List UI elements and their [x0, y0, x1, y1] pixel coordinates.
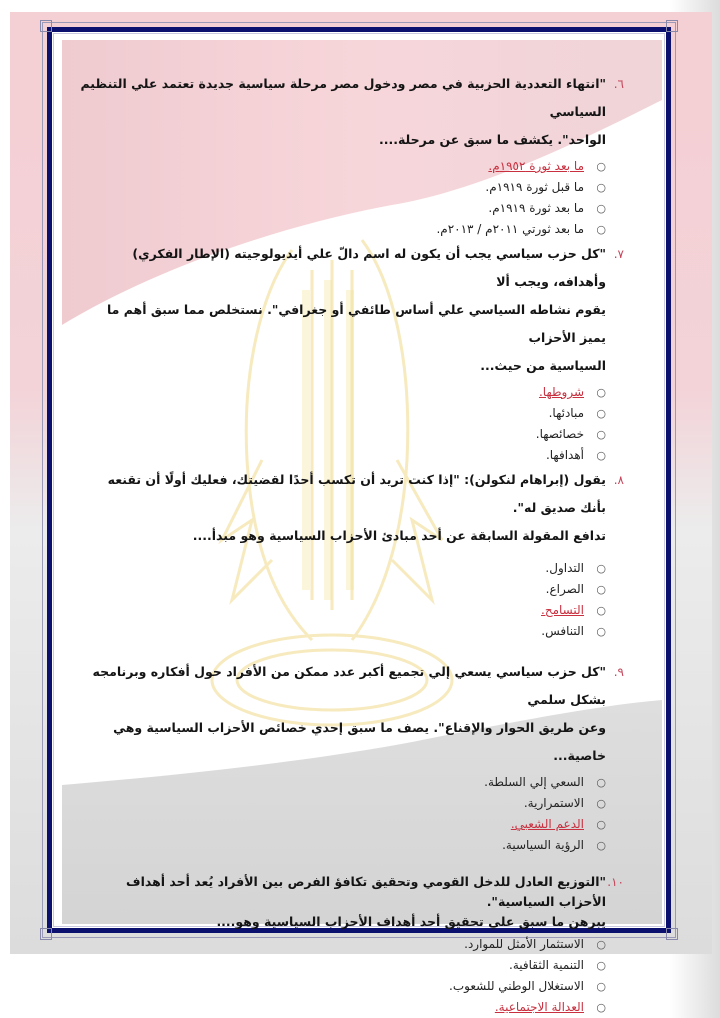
- option-label: التداول.: [545, 561, 584, 575]
- option-label: الاستمرارية.: [523, 796, 584, 810]
- question-text-line: تدافع المقولة السابقة عن أحد مبادئ الأحزاب السياسية وهو مبدأ....: [192, 528, 606, 543]
- radio-circle-icon: ○: [596, 1001, 606, 1014]
- option-label: أهدافها.: [545, 448, 584, 462]
- quiz-content: [80, 70, 624, 1018]
- option-item[interactable]: [80, 156, 606, 177]
- radio-circle-icon: ○: [596, 181, 606, 194]
- question-number: ١٠.: [607, 875, 624, 889]
- option-item[interactable]: [80, 403, 606, 424]
- radio-circle-icon: ○: [596, 776, 606, 789]
- option-item[interactable]: [80, 976, 606, 997]
- question-number: ٨.: [613, 473, 624, 487]
- radio-circle-icon: ○: [596, 223, 606, 236]
- option-item[interactable]: [80, 621, 606, 642]
- question-6: [80, 70, 624, 154]
- option-label: الاستغلال الوطني للشعوب.: [449, 979, 584, 993]
- option-item[interactable]: [80, 772, 606, 793]
- radio-circle-icon: ○: [596, 797, 606, 810]
- option-label: الدعم الشعبي.: [510, 817, 584, 831]
- option-item[interactable]: [80, 382, 606, 403]
- radio-circle-icon: ○: [596, 818, 606, 831]
- question-text-line: "كل حزب سياسي يجب أن يكون له اسم دالّ علي أيديولوجيته (الإطار الفكري) وأهدافه، ويجب ألا: [132, 246, 606, 289]
- option-label: الاستثمار الأمثل للموارد.: [464, 937, 584, 951]
- option-label: الرؤية السياسية.: [502, 838, 584, 852]
- option-item[interactable]: [80, 445, 606, 466]
- radio-circle-icon: ○: [596, 938, 606, 951]
- corner-ornament: [40, 20, 52, 32]
- radio-circle-icon: ○: [596, 980, 606, 993]
- question-text-line: "انتهاء التعددية الحزبية في مصر ودخول مصر مرحلة سياسية جديدة تعتمد علي التنظيم السياسي: [80, 76, 606, 119]
- option-item[interactable]: [80, 219, 606, 240]
- radio-circle-icon: ○: [596, 407, 606, 420]
- option-label: التنافس.: [541, 624, 584, 638]
- corner-ornament: [40, 928, 52, 940]
- options-list: [80, 382, 620, 466]
- corner-ornament: [666, 20, 678, 32]
- option-item[interactable]: [80, 997, 606, 1018]
- option-label: شروطها.: [538, 385, 584, 399]
- radio-circle-icon: ○: [596, 625, 606, 638]
- option-label: ما بعد ثورة ١٩٥٢م.: [488, 159, 584, 173]
- option-label: التنمية الثقافية.: [509, 958, 584, 972]
- option-label: ما بعد ثورتي ٢٠١١م / ٢٠١٣م.: [436, 222, 584, 236]
- question-number: ٦.: [613, 77, 624, 91]
- option-label: العدالة الاجتماعية.: [494, 1000, 584, 1014]
- option-label: ما بعد ثورة ١٩١٩م.: [488, 201, 584, 215]
- radio-circle-icon: ○: [596, 386, 606, 399]
- option-item[interactable]: [80, 600, 606, 621]
- option-item[interactable]: [80, 814, 606, 835]
- radio-circle-icon: ○: [596, 160, 606, 173]
- option-item[interactable]: [80, 198, 606, 219]
- question-text-line: وعن طريق الحوار والإقناع". يصف ما سبق إحدي خصائص الأحزاب السياسية وهي خاصية...: [113, 720, 606, 763]
- option-item[interactable]: [80, 835, 606, 856]
- options-list: [80, 772, 620, 856]
- option-item[interactable]: [80, 793, 606, 814]
- radio-circle-icon: ○: [596, 449, 606, 462]
- radio-circle-icon: ○: [596, 604, 606, 617]
- question-text-line: "كل حزب سياسي يسعي إلي تجميع أكبر عدد ممكن من الأفراد حول أفكاره وبرنامجه بشكل سلمي: [92, 664, 606, 707]
- question-10: [80, 872, 624, 932]
- option-item[interactable]: [80, 558, 606, 579]
- question-text-line: يبرهن ما سبق علي تحقيق أحد أهداف الأحزاب السياسية وهو....: [216, 914, 606, 929]
- options-list: [80, 156, 620, 240]
- radio-circle-icon: ○: [596, 428, 606, 441]
- options-list: [80, 934, 620, 1018]
- corner-ornament: [666, 928, 678, 940]
- question-text-line: الواحد". يكشف ما سبق عن مرحلة....: [378, 132, 606, 147]
- options-list: [80, 558, 620, 642]
- question-text-line: السياسية من حيث...: [480, 358, 606, 373]
- option-label: مبادئها.: [548, 406, 584, 420]
- option-item[interactable]: [80, 934, 606, 955]
- option-label: خصائصها.: [535, 427, 584, 441]
- question-text-line: يقول (إبراهام لنكولن): "إذا كنت تريد أن تكسب أحدًا لقضيتك، فعليك أولًا أن تقنعه بأنك صديق له".: [107, 472, 606, 515]
- question-8: [80, 466, 624, 550]
- question-number: ٩.: [613, 665, 624, 679]
- option-label: التسامح.: [541, 603, 584, 617]
- radio-circle-icon: ○: [596, 562, 606, 575]
- radio-circle-icon: ○: [596, 839, 606, 852]
- option-item[interactable]: [80, 424, 606, 445]
- option-item[interactable]: [80, 955, 606, 976]
- option-label: السعي إلي السلطة.: [484, 775, 584, 789]
- question-text-line: "التوزيع العادل للدخل القومي وتحقيق تكافؤ الفرص بين الأفراد يُعد أحد أهداف الأحزاب السياسية".: [126, 874, 606, 909]
- radio-circle-icon: ○: [596, 959, 606, 972]
- question-text-line: يقوم نشاطه السياسي علي أساس طائفي أو جغرافي". نستخلص مما سبق أهم ما يميز الأحزاب: [106, 302, 606, 345]
- option-item[interactable]: [80, 579, 606, 600]
- option-label: ما قبل ثورة ١٩١٩م.: [485, 180, 584, 194]
- radio-circle-icon: ○: [596, 202, 606, 215]
- option-label: الصراع.: [545, 582, 584, 596]
- question-7: [80, 240, 624, 380]
- option-item[interactable]: [80, 177, 606, 198]
- question-number: ٧.: [613, 247, 624, 261]
- question-9: [80, 658, 624, 770]
- radio-circle-icon: ○: [596, 583, 606, 596]
